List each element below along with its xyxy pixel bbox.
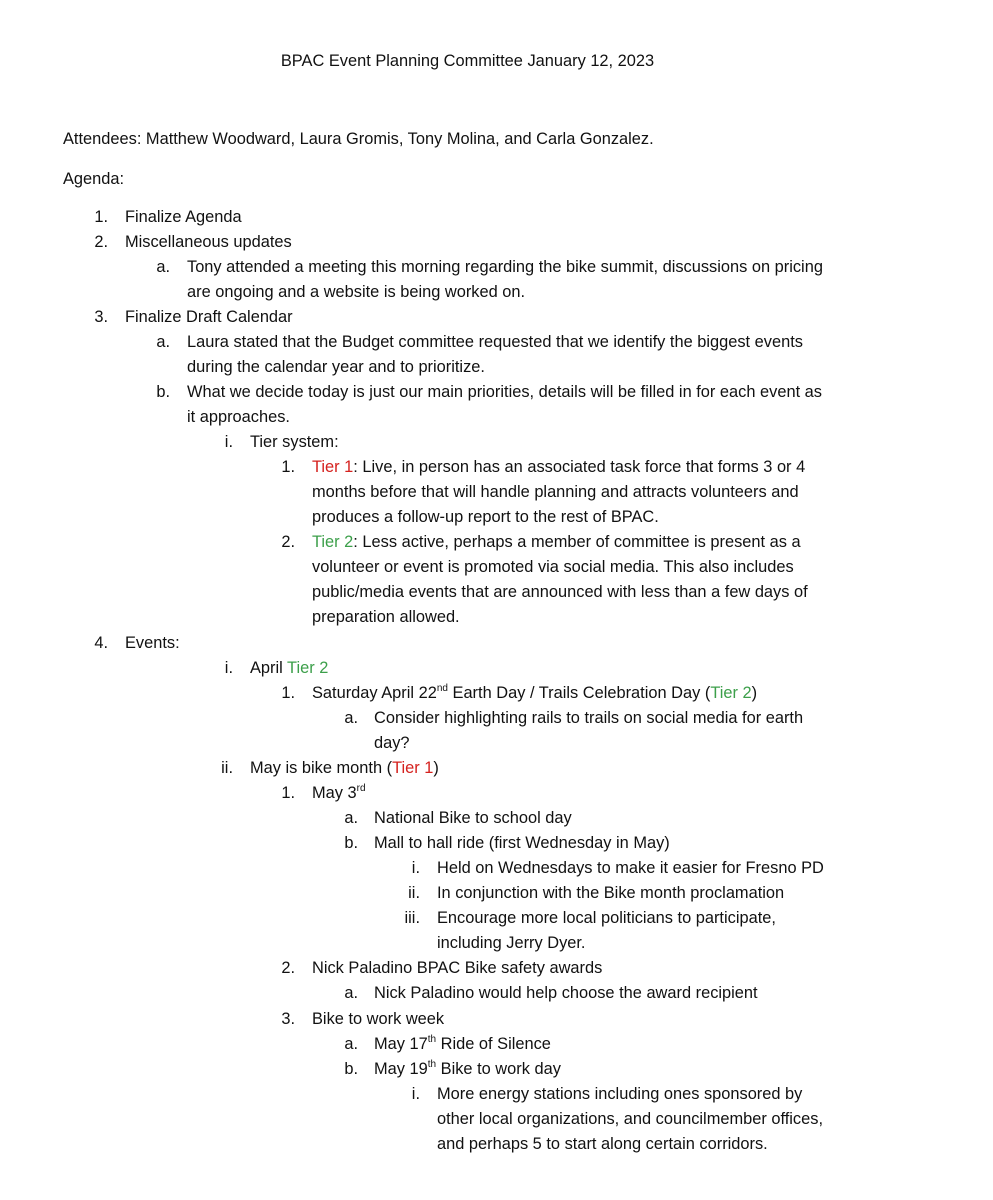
calendar-note-text: What we decide today is just our main priorities, details will be filled in for each event as — [187, 383, 822, 401]
calendar-note-text: Laura stated that the Budget committee requested that we identify the biggest events — [187, 333, 803, 351]
list-marker: 2. — [281, 959, 295, 977]
mall-to-hall-note: In conjunction with the Bike month proclamation — [437, 884, 785, 902]
tier-system-label: Tier system: — [250, 433, 339, 451]
energy-stations-note: and perhaps 5 to start along certain corridors. — [437, 1135, 768, 1153]
list-marker: b. — [156, 383, 170, 401]
list-marker: a. — [156, 333, 170, 351]
list-marker: ii. — [408, 884, 420, 902]
list-marker: a. — [344, 1035, 358, 1053]
attendees-line: Attendees: Matthew Woodward, Laura Gromis, Tony Molina, and Carla Gonzalez. — [63, 130, 654, 148]
list-marker: 2. — [281, 533, 295, 551]
tier-1-label: Tier 1 — [312, 458, 354, 476]
misc-update-text: are ongoing and a website is being worked on. — [187, 283, 526, 301]
tier-2-label: Tier 2 — [312, 533, 354, 551]
april-heading: April Tier 2 — [250, 659, 329, 677]
tier-2-label: Tier 2 — [710, 684, 752, 702]
list-marker: i. — [224, 659, 233, 677]
agenda-item-finalize-agenda: Finalize Agenda — [125, 208, 242, 226]
tier-1-label: Tier 1 — [392, 759, 434, 777]
tier-1-description: months before that will handle planning and attracts volunteers and — [312, 483, 799, 501]
list-marker: a. — [156, 258, 170, 276]
calendar-note-text: it approaches. — [187, 408, 290, 426]
list-marker: i. — [411, 859, 420, 877]
energy-stations-note: More energy stations including ones sponsored by — [437, 1085, 803, 1103]
energy-stations-note: other local organizations, and councilmember offices, — [437, 1110, 823, 1128]
may-3-item: Mall to hall ride (first Wednesday in May) — [374, 834, 670, 852]
list-marker: b. — [344, 1060, 358, 1078]
list-marker: ii. — [221, 759, 233, 777]
misc-update-text: Tony attended a meeting this morning regarding the bike summit, discussions on pricing — [187, 258, 823, 276]
list-marker: 3. — [281, 1010, 295, 1028]
list-marker: 1. — [281, 784, 295, 802]
bike-to-work-day: May 19th Bike to work day — [374, 1059, 561, 1078]
tier-2-description: volunteer or event is promoted via social media. This also includes — [312, 558, 794, 576]
earth-day-note: day? — [374, 734, 410, 752]
tier-2-description: Tier 2: Less active, perhaps a member of committee is present as a — [312, 533, 801, 551]
earth-day-event: Saturday April 22nd Earth Day / Trails Celebration Day (Tier 2) — [312, 683, 758, 702]
list-marker: 1. — [94, 208, 108, 226]
list-marker: 1. — [281, 458, 295, 476]
list-marker: a. — [344, 984, 358, 1002]
ride-of-silence: May 17th Ride of Silence — [374, 1034, 551, 1053]
calendar-note-text: during the calendar year and to prioritize. — [187, 358, 485, 376]
agenda-item-misc-updates: Miscellaneous updates — [125, 233, 292, 251]
list-marker: a. — [344, 809, 358, 827]
mall-to-hall-note: including Jerry Dyer. — [437, 934, 586, 952]
safety-awards-note: Nick Paladino would help choose the award recipient — [374, 984, 758, 1002]
page-title: BPAC Event Planning Committee January 12, 2023 — [280, 52, 655, 70]
list-marker: 1. — [281, 684, 295, 702]
tier-2-description: preparation allowed. — [312, 608, 460, 626]
mall-to-hall-note: Held on Wednesdays to make it easier for Fresno PD — [437, 859, 824, 877]
tier-2-description: public/media events that are announced with less than a few days of — [312, 583, 808, 601]
may-3-item: National Bike to school day — [374, 809, 572, 827]
list-marker: 3. — [94, 308, 108, 326]
list-marker: i. — [224, 433, 233, 451]
list-marker: 2. — [94, 233, 108, 251]
list-marker: 4. — [94, 634, 108, 652]
earth-day-note: Consider highlighting rails to trails on social media for earth — [374, 709, 804, 727]
list-marker: iii. — [404, 909, 420, 927]
list-marker: b. — [344, 834, 358, 852]
tier-1-description: Tier 1: Live, in person has an associated task force that forms 3 or 4 — [312, 458, 806, 476]
may-heading: May is bike month (Tier 1) — [250, 759, 439, 777]
list-marker: i. — [411, 1085, 420, 1103]
mall-to-hall-note: Encourage more local politicians to participate, — [437, 909, 776, 927]
safety-awards-event: Nick Paladino BPAC Bike safety awards — [312, 959, 603, 977]
list-marker: a. — [344, 709, 358, 727]
agenda-label: Agenda: — [63, 170, 125, 188]
agenda-item-draft-calendar: Finalize Draft Calendar — [125, 308, 293, 326]
tier-2-label: Tier 2 — [287, 659, 329, 677]
bike-to-work-week: Bike to work week — [312, 1010, 445, 1028]
agenda-item-events: Events: — [125, 634, 180, 652]
may-3-event: May 3rd — [312, 783, 366, 802]
tier-1-description: produces a follow-up report to the rest of BPAC. — [312, 508, 659, 526]
